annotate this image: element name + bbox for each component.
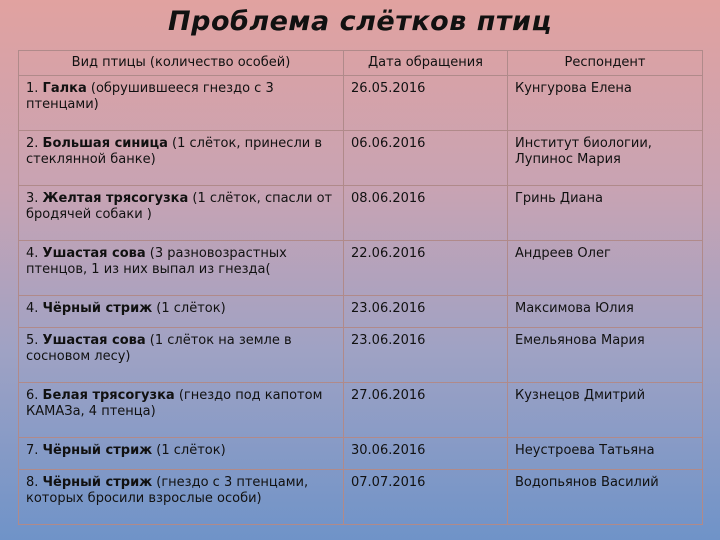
header-species: Вид птицы (количество особей): [19, 51, 344, 76]
table-row: [19, 328, 703, 383]
page-title: Проблема слётков птиц: [168, 6, 552, 37]
table-row: [19, 241, 703, 296]
bird-description: (гнездо под капотом КАМАЗа, 4 птенца): [26, 388, 323, 419]
bird-name: Ушастая сова: [42, 333, 146, 348]
table-row: [19, 296, 703, 328]
table-row: [19, 470, 703, 525]
row-number: 4: [26, 301, 35, 316]
species-cell: [19, 76, 344, 131]
row-number-separator: .: [34, 475, 43, 490]
species-cell: [19, 186, 344, 241]
respondent-cell: Гринь Диана: [508, 186, 703, 241]
species-cell: [19, 328, 344, 383]
date-cell: 23.06.2016: [344, 296, 508, 328]
date-cell: 07.07.2016: [344, 470, 508, 525]
bird-description: (1 слёток): [152, 301, 226, 316]
date-cell: 08.06.2016: [344, 186, 508, 241]
bird-name: Чёрный стриж: [42, 443, 153, 458]
respondent-cell: Кузнецов Дмитрий: [508, 383, 703, 438]
bird-name: Чёрный стриж: [42, 301, 153, 316]
species-cell: [19, 131, 344, 186]
bird-description: (3 разновозрастных птенцов, 1 из них выпал из гнезда(: [26, 246, 287, 277]
species-cell: [19, 296, 344, 328]
bird-name: Желтая трясогузка: [42, 191, 189, 206]
table-row: [19, 186, 703, 241]
row-number-separator: .: [34, 246, 43, 261]
row-number-separator: .: [34, 81, 43, 96]
row-number-separator: .: [34, 388, 43, 403]
birds-table: [18, 50, 703, 525]
species-cell: [19, 383, 344, 438]
date-cell: 26.05.2016: [344, 76, 508, 131]
species-cell: [19, 241, 344, 296]
respondent-cell: Емельянова Мария: [508, 328, 703, 383]
row-number: 3: [26, 191, 35, 206]
date-cell: 23.06.2016: [344, 328, 508, 383]
species-cell: [19, 470, 344, 525]
row-number-separator: .: [34, 191, 43, 206]
bird-name: Чёрный стриж: [42, 475, 153, 490]
row-number: 7: [26, 443, 35, 458]
row-number-separator: .: [34, 301, 43, 316]
table-row: [19, 438, 703, 470]
date-cell: 06.06.2016: [344, 131, 508, 186]
bird-description: (1 слёток на земле в сосновом лесу): [26, 333, 292, 364]
row-number: 2: [26, 136, 35, 151]
bird-description: (обрушившееся гнездо с 3 птенцами): [26, 81, 274, 112]
respondent-cell: Водопьянов Василий: [508, 470, 703, 525]
bird-name: Большая синица: [42, 136, 168, 151]
species-cell: [19, 438, 344, 470]
respondent-cell: Неустроева Татьяна: [508, 438, 703, 470]
row-number: 5: [26, 333, 35, 348]
table-header-row: [19, 51, 703, 76]
respondent-cell: Андреев Олег: [508, 241, 703, 296]
row-number: 6: [26, 388, 35, 403]
header-date: Дата обращения: [344, 51, 508, 76]
header-respondent: Респондент: [508, 51, 703, 76]
respondent-cell: Институт биологии, Лупинос Мария: [508, 131, 703, 186]
row-number-separator: .: [34, 333, 43, 348]
respondent-cell: Кунгурова Елена: [508, 76, 703, 131]
respondent-cell: Максимова Юлия: [508, 296, 703, 328]
bird-description: (гнездо с 3 птенцами, которых бросили взрослые особи): [26, 475, 309, 506]
row-number-separator: .: [34, 443, 43, 458]
bird-description: (1 слёток): [152, 443, 226, 458]
bird-name: Белая трясогузка: [42, 388, 175, 403]
bird-name: Ушастая сова: [42, 246, 146, 261]
date-cell: 22.06.2016: [344, 241, 508, 296]
row-number: 8: [26, 475, 35, 490]
table-row: [19, 131, 703, 186]
table-row: [19, 383, 703, 438]
bird-name: Галка: [42, 81, 87, 96]
bird-description: (1 слёток, принесли в стеклянной банке): [26, 136, 323, 167]
table-row: [19, 76, 703, 131]
row-number: 4: [26, 246, 35, 261]
date-cell: 30.06.2016: [344, 438, 508, 470]
row-number: 1: [26, 81, 35, 96]
row-number-separator: .: [34, 136, 43, 151]
date-cell: 27.06.2016: [344, 383, 508, 438]
bird-description: (1 слёток, спасли от бродячей собаки ): [26, 191, 333, 222]
